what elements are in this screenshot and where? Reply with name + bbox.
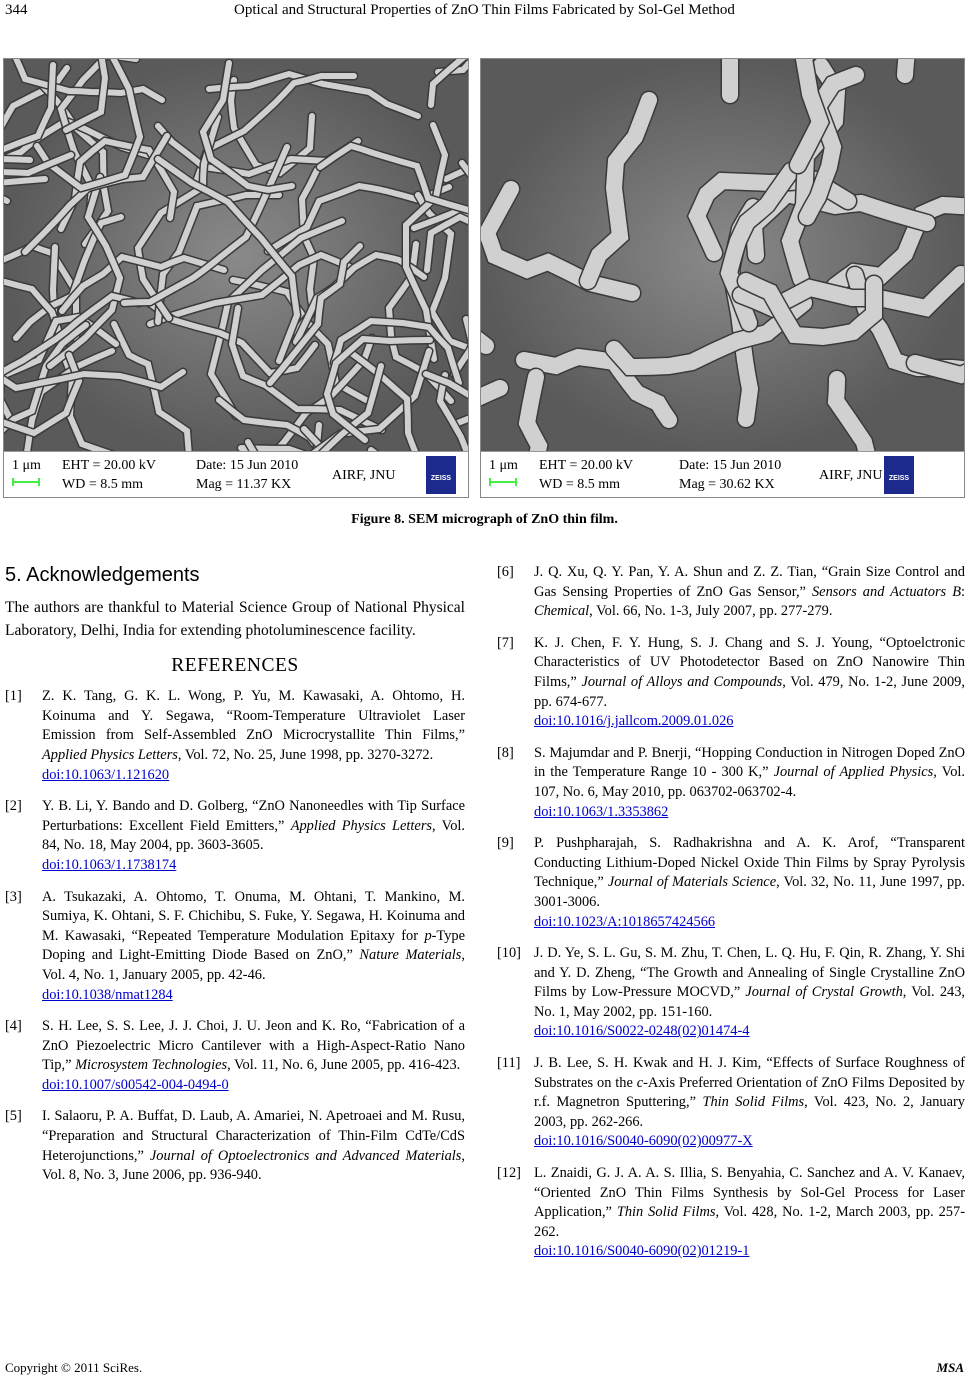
reference-item <box>5 1107 465 1185</box>
reference-text <box>42 1107 465 1185</box>
doi-link[interactable]: doi:10.1016/S0022-0248(02)01474-4 <box>534 1023 750 1040</box>
reference-text <box>534 834 965 932</box>
reference-text <box>42 888 465 1006</box>
reference-number: [2] <box>5 798 22 815</box>
reference-item <box>497 1164 965 1262</box>
reference-segment: -Type Doping and Light-Emitting Diode Based on ZnO,” <box>42 927 465 964</box>
scale-label: 1 μm <box>489 458 518 473</box>
right-column <box>497 563 965 1274</box>
reference-number: [8] <box>497 744 514 761</box>
journal-abbrev: MSA <box>936 1360 964 1375</box>
eht: EHT = 20.00 kV <box>539 458 633 473</box>
doi-link[interactable]: doi:10.1016/S0040-6090(02)01219-1 <box>534 1243 750 1260</box>
doi-link[interactable]: doi:10.1016/S0040-6090(02)00977-X <box>534 1133 753 1150</box>
journal-name: c <box>636 1074 644 1091</box>
reference-segment: , Vol. 66, No. 1-3, July 2007, pp. 277-279. <box>589 603 833 620</box>
reference-number: [10] <box>497 945 521 962</box>
reference-number: [1] <box>5 688 22 705</box>
reference-segment: -Axis Preferred Orientation of ZnO Films Deposited by r.f. Magnetron Sputtering,” <box>534 1074 965 1111</box>
reference-segment: , Vol. 84, No. 18, May 2004, pp. 3603-3605. <box>42 817 466 854</box>
reference-item <box>497 744 965 822</box>
date-mag <box>196 456 298 494</box>
copyright: Copyright © 2011 SciRes. <box>5 1360 143 1375</box>
wd: WD = 8.5 mm <box>62 477 143 492</box>
date-mag <box>679 456 781 494</box>
running-title: Optical and Structural Properties of ZnO Thin Films Fabricated by Sol-Gel Method <box>234 2 735 18</box>
journal-name: p <box>424 927 432 944</box>
reference-text <box>534 563 965 622</box>
scale-bar <box>12 478 40 486</box>
reference-text <box>534 744 965 822</box>
sem-micrograph-left <box>4 59 469 453</box>
doi-link[interactable]: doi:10.1023/A:1018657424566 <box>534 913 716 930</box>
section-heading: 5. Acknowledgements <box>5 564 200 586</box>
journal-name: Thin Solid Films <box>616 1204 716 1221</box>
mag: Mag = 11.37 KX <box>196 477 292 492</box>
reference-segment: , Vol. 8, No. 3, June 2006, pp. 936-940. <box>42 1147 465 1184</box>
reference-text <box>534 1054 965 1152</box>
scale-label: 1 μm <box>12 458 41 473</box>
reference-segment: J. B. Lee, S. H. Kwak and H. J. Kim, “Effects of Surface Roughness of Substrates on the <box>534 1055 965 1091</box>
reference-segment: , Vol. 107, No. 6, May 2010, pp. 063702-063702-4. <box>534 764 965 800</box>
reference-segment: , Vol. 479, No. 1-2, June 2009, pp. 674-677. <box>534 673 965 710</box>
reference-segment: , Vol. 243, No. 1, May 2002, pp. 151-160. <box>534 984 966 1020</box>
reference-number: [3] <box>5 888 22 905</box>
reference-item <box>5 687 465 785</box>
doi-link[interactable]: doi:10.1063/1.121620 <box>42 766 170 783</box>
reference-segment: J. D. Ye, S. L. Gu, S. M. Zhu, T. Chen, L. Q. Hu, F. Qin, R. Zhang, Y. Shi and Y. D. Zheng, “The Growth and Annealing of Single Crystalline ZnO Films by Low-Pressure MOCVD,” <box>534 945 965 1001</box>
references-heading: REFERENCES <box>171 654 299 676</box>
reference-segment: Y. B. Li, Y. Bando and D. Golberg, “ZnO Nanoneedles with Tip Surface Perturbations: Excellent Field Emitters,” <box>42 798 465 834</box>
reference-item <box>5 888 465 1006</box>
doi-link[interactable]: doi:10.1038/nmat1284 <box>42 986 173 1003</box>
reference-text <box>42 797 465 875</box>
reference-segment: : <box>960 583 965 600</box>
reference-text <box>534 944 965 1042</box>
reference-segment: K. J. Chen, F. Y. Hung, S. J. Chang and S. J. Young, “Optoelctronic Characteristics of UV Photodetector Based on ZnO Nanowire Thin Films,” <box>534 634 965 690</box>
reference-number: [5] <box>5 1108 22 1125</box>
journal-name: Journal of Applied Physics <box>773 764 934 781</box>
journal-name: Sensors and Actuators B <box>811 583 961 600</box>
reference-item <box>5 797 465 875</box>
reference-text <box>534 1164 965 1262</box>
sem-image-left <box>3 58 469 498</box>
reference-item <box>5 1017 465 1095</box>
journal-name: Nature Materials <box>359 947 462 964</box>
reference-number: [12] <box>497 1165 521 1182</box>
footer <box>5 1360 964 1376</box>
sem-image-right <box>480 58 965 498</box>
reference-text <box>534 634 965 732</box>
sem-info-bar <box>481 451 964 497</box>
eht: EHT = 20.00 kV <box>62 458 156 473</box>
reference-item <box>497 1054 965 1152</box>
date: Date: 15 Jun 2010 <box>679 458 782 473</box>
reference-segment: , Vol. 72, No. 25, June 1998, pp. 3270-3272. <box>177 746 434 763</box>
reference-number: [11] <box>497 1055 521 1072</box>
doi-link[interactable]: doi:10.1063/1.3353862 <box>534 803 669 820</box>
zeiss-logo: ZEISS <box>884 456 914 494</box>
reference-text <box>42 687 465 785</box>
sem-info-bar <box>4 451 468 497</box>
reference-segment: J. Q. Xu, Q. Y. Pan, Y. A. Shun and Z. Z. Tian, “Grain Size Control and Gas Sensing Properties of ZnO Gas Sensor,” <box>534 564 965 600</box>
journal-name: Applied Physics Letters <box>290 817 433 834</box>
reference-segment: , Vol. 428, No. 1-2, March 2003, pp. 257-262. <box>534 1204 965 1240</box>
scale-bar <box>489 478 517 486</box>
reference-number: [4] <box>5 1018 22 1035</box>
journal-name: Journal of Optoelectronics and Advanced Materials <box>149 1147 462 1164</box>
reference-item <box>497 944 965 1042</box>
doi-link[interactable]: doi:10.1016/j.jallcom.2009.01.026 <box>534 713 734 730</box>
page-number: 344 <box>5 2 28 18</box>
lab-label: AIRF, JNU <box>332 468 396 483</box>
lab-label: AIRF, JNU <box>819 468 883 483</box>
mag: Mag = 30.62 KX <box>679 477 775 492</box>
reference-segment: S. H. Lee, S. S. Lee, J. J. Choi, J. U. Jeon and K. Ro, “Fabrication of a ZnO Piezoelectric Micro Cantilever with a High-Aspect-Ratio Nano Tip,” <box>42 1018 465 1074</box>
reference-segment: L. Znaidi, G. J. A. A. S. Illia, S. Benyahia, C. Sanchez and A. V. Kanaev, “Oriented ZnO Thin Films Synthesis by Sol-Gel Process for Laser Application,” <box>534 1165 965 1221</box>
reference-segment: I. Salaoru, P. A. Buffat, D. Laub, A. Amariei, N. Apetroaei and M. Rusu, “Preparation and Structural Characterization of Thin-Film CdTe/CdS Heterojunctions,” <box>42 1108 465 1164</box>
date: Date: 15 Jun 2010 <box>196 458 299 473</box>
reference-item <box>497 634 965 732</box>
reference-segment: A. Tsukazaki, A. Ohtomo, T. Onuma, M. Ohtani, T. Mankino, M. Sumiya, K. Ohtani, S. F. Chichibu, S. Fuke, Y. Segawa, H. Koinuma and M. Kawasaki, “Repeated Temperature Modulation Epitaxy for <box>42 888 465 944</box>
journal-name: Chemical <box>534 603 590 620</box>
zeiss-logo: ZEISS <box>426 456 456 494</box>
eht-wd <box>62 456 156 494</box>
running-header <box>5 2 964 24</box>
reference-number: [7] <box>497 634 514 651</box>
wd: WD = 8.5 mm <box>539 477 620 492</box>
doi-link[interactable]: doi:10.1007/s00542-004-0494-0 <box>42 1076 229 1093</box>
journal-name: Journal of Crystal Growth <box>745 984 903 1001</box>
sem-micrograph-right <box>481 59 965 453</box>
figure-caption: Figure 8. SEM micrograph of ZnO thin film. <box>351 512 618 527</box>
journal-name: Journal of Materials Science <box>607 874 777 891</box>
reference-segment: , Vol. 423, No. 2, January 2003, pp. 262-266. <box>534 1094 965 1130</box>
reference-number: [6] <box>497 564 514 580</box>
reference-segment: , Vol. 11, No. 6, June 2005, pp. 416-423. <box>227 1057 461 1074</box>
reference-number: [9] <box>497 835 514 852</box>
ack-paragraph: The authors are thankful to Material Science Group of National Physical Laboratory, Delhi, India for extending photoluminescence facility. <box>5 598 465 639</box>
reference-segment: S. Majumdar and P. Bnerji, “Hopping Conduction in Nitrogen Doped ZnO in the Temperature Range 10 - 300 K,” <box>534 744 965 781</box>
reference-item <box>497 834 965 932</box>
journal-name: Journal of Alloys and Compounds <box>581 673 783 690</box>
reference-item <box>497 563 965 622</box>
eht-wd <box>539 456 633 494</box>
reference-segment: Z. K. Tang, G. K. L. Wong, P. Yu, M. Kawasaki, A. Ohtomo, H. Koinuma and Y. Segawa, “Room-Temperature Ultraviolet Laser Emission from Self-Assembled ZnO Microcrystallite Thin Films,” <box>42 688 465 744</box>
journal-name: Thin Solid Films <box>702 1094 805 1111</box>
reference-text <box>42 1017 465 1095</box>
reference-segment: P. Pushpharajah, S. Radhakrishna and A. K. Arof, “Transparent Conducting Lithium-Doped Nickel Oxide Thin Films by Spray Pyrolysis Technique,” <box>534 835 965 891</box>
reference-segment: , Vol. 32, No. 11, June 1997, pp. 3001-3006. <box>534 874 965 910</box>
reference-segment: , Vol. 4, No. 1, January 2005, pp. 42-46. <box>42 947 466 983</box>
doi-link[interactable]: doi:10.1063/1.1738174 <box>42 856 177 873</box>
journal-name: Microsystem Technologies <box>75 1057 228 1074</box>
journal-name: Applied Physics Letters <box>42 746 178 763</box>
left-column <box>5 563 465 1198</box>
